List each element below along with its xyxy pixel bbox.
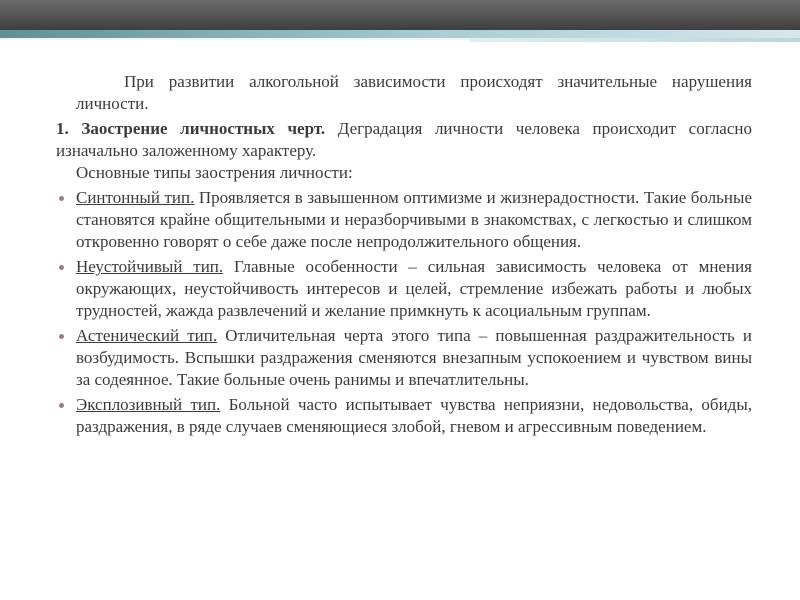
bullet-icon [59,196,64,201]
header-light-stripe [0,38,470,40]
intro-paragraph: При развитии алкогольной зависимости происходят значительные нарушения личности. [76,72,752,113]
slide-content [56,71,752,441]
list-item [56,256,752,322]
type-name: Астенический тип. [76,326,218,345]
section-number: 1. [56,119,69,138]
list-item [56,325,752,391]
list-item [56,394,752,438]
header-accent-stripe-short [470,38,800,42]
section-paragraph [56,118,752,162]
section-text: Деградация личности человека происходит согласно изначально заложенному характеру. [56,119,752,160]
list-item [56,187,752,253]
type-name: Эксплозивный тип. [76,395,221,414]
type-name: Неустойчивый тип. [76,257,224,276]
bullet-icon [59,265,64,270]
bullet-icon [59,403,64,408]
type-description: Проявляется в завышенном оптимизме и жизнерадостности. Такие больные становятся крайне общительными и неразборчивыми в знакомствах, с легкостью и слишком откровенно говорят о себе даже после непродолжительного общения. [76,188,752,251]
type-description: Больной часто испытывает чувства неприязни, недовольства, обиды, раздражения, в ряде случаев сменяющиеся злобой, гневом и агрессивным поведением. [76,395,752,436]
bullet-icon [59,334,64,339]
header-band [0,0,800,30]
section-heading: Заострение личностных черт. [81,119,326,138]
types-intro: Основные типы заострения личности: [76,163,353,182]
type-description: Отличительная черта этого типа – повышенная раздражительность и возбудимость. Вспышки раздражения сменяются внезапным успокоением и чувством вины за содеянное. Такие больные очень ранимы и впечатлительны. [76,326,753,389]
personality-types-list [56,187,752,438]
type-description: Главные особенности – сильная зависимость человека от мнения окружающих, неустойчивость интересов и целей, стремление избежать работы и любых трудностей, жажда развлечений и желание примкнуть к асоциальным группам. [76,257,752,320]
type-name: Синтонный тип. [76,188,195,207]
header-accent-stripe [0,30,800,38]
